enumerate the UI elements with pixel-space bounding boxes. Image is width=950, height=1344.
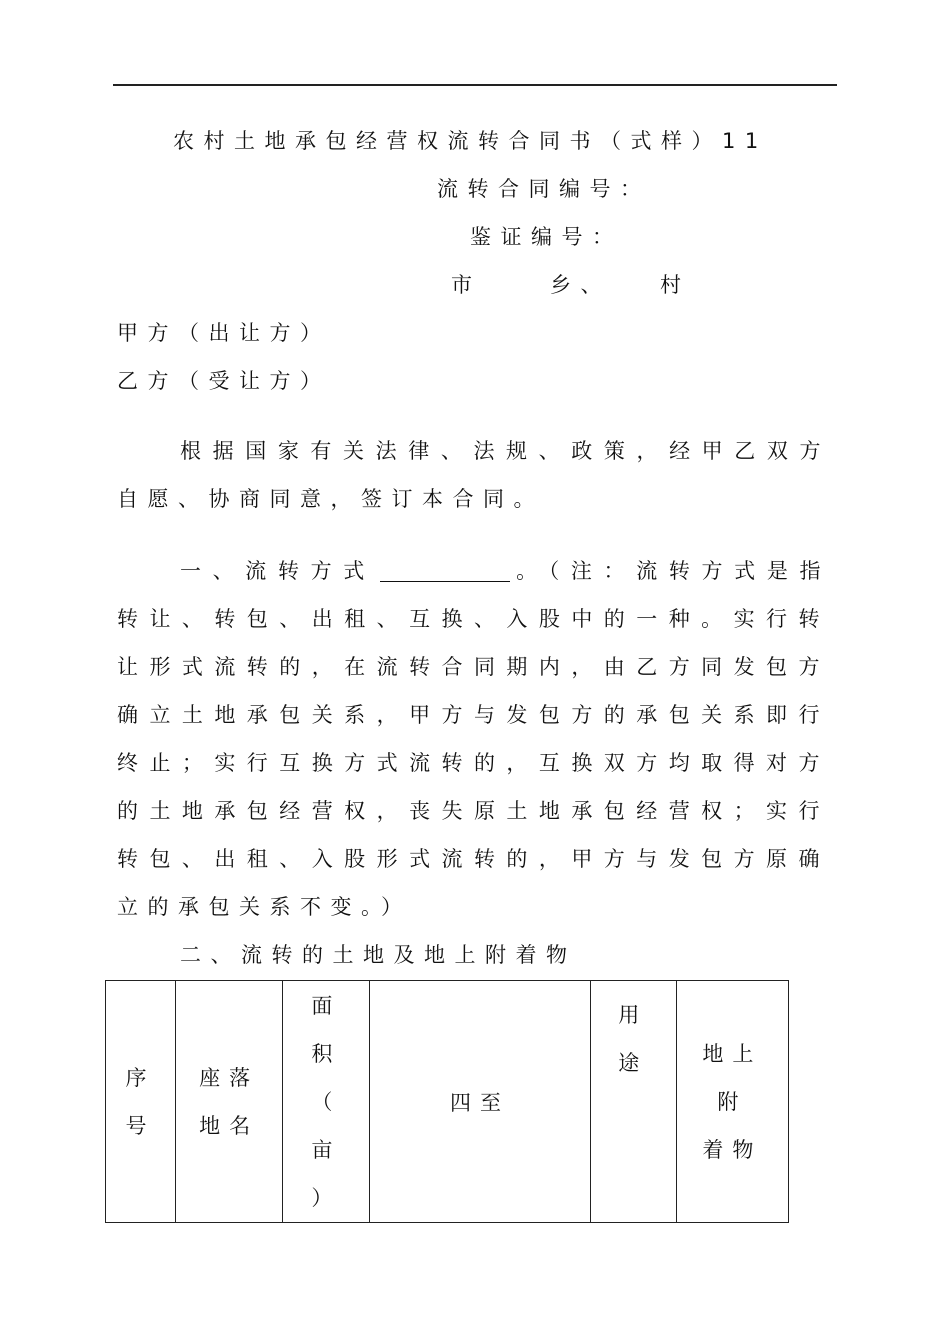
section1-line: 确立土地承包关系，甲方与发包方的承包关系即行 [117, 703, 829, 727]
intro-line: 自愿、协商同意，签订本合同。 [117, 487, 544, 511]
header-rule [113, 84, 837, 86]
section2-heading: 二、流转的土地及地上附着物 [180, 943, 577, 967]
section1-line: 让形式流转的，在流转合同期内，由乙方同发包方 [117, 655, 829, 679]
land-table [105, 980, 789, 1223]
section1-line: 转让、转包、出租、互换、入股中的一种。实行转 [117, 607, 829, 631]
location-village: 村 [660, 273, 691, 297]
header-boundaries: 四至 [370, 981, 590, 1223]
verification-number-label: 鉴证编号： [470, 225, 623, 249]
header-usage: 用 途 [590, 981, 676, 1223]
table-header-row [106, 981, 789, 1223]
section1-lead: 一、流转方式 [180, 559, 376, 583]
section1-line: 终止；实行互换方式流转的，互换双方均取得对方 [117, 751, 829, 775]
party-b-label: 乙方（受让方） [117, 369, 331, 393]
header-attachments: 地上 附 着物 [676, 981, 788, 1223]
location-township: 乡、 [550, 273, 611, 297]
transfer-method-blank[interactable] [380, 559, 510, 582]
header-index: 序 号 [106, 981, 176, 1223]
section1-line: 转包、出租、入股形式流转的，甲方与发包方原确 [117, 847, 829, 871]
location-city: 市 [451, 273, 482, 297]
header-area: 面 积 （ 亩 ） [283, 981, 370, 1223]
section1-note-start: 。（注：流转方式是指 [513, 559, 830, 583]
party-a-label: 甲方（出让方） [117, 321, 331, 345]
header-location: 座落 地名 [176, 981, 283, 1223]
contract-number-label: 流转合同编号： [437, 177, 651, 201]
section1-line: 的土地承包经营权，丧失原土地承包经营权；实行 [117, 799, 829, 823]
section1-first-line [180, 558, 830, 584]
intro-line: 根据国家有关法律、法规、政策，经甲乙双方 [180, 439, 830, 463]
document-title: 农村土地承包经营权流转合同书（式样）11 [173, 129, 768, 153]
section1-line: 立的承包关系不变。） [117, 895, 412, 919]
